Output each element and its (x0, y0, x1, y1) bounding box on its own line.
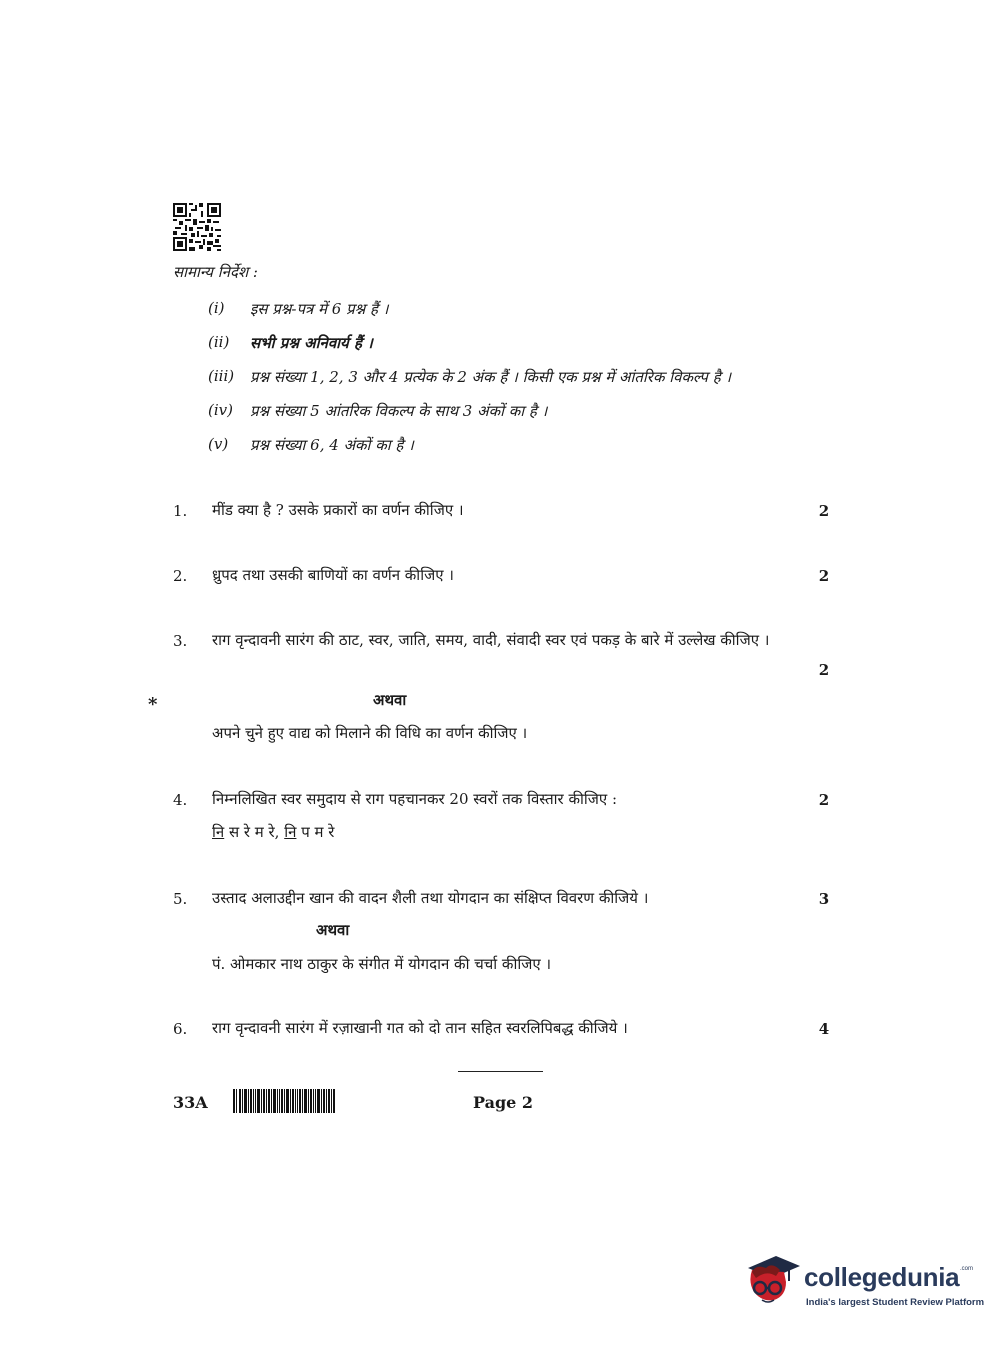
swara-notes: प म रे (296, 823, 335, 841)
instruction-item (208, 333, 373, 353)
question-marks: 2 (818, 791, 830, 809)
instruction-text: प्रश्न संख्या 5 आंतरिक विकल्प के साथ 3 अंकों का है । (250, 402, 548, 420)
swara-notes: स रे म रे, (224, 823, 285, 841)
instruction-text: प्रश्न संख्या 6, 4 अंकों का है । (250, 436, 414, 454)
question-marks: 2 (818, 661, 830, 679)
question-number: 1. (173, 502, 188, 520)
alternative-question-text: अपने चुने हुए वाद्य को मिलाने की विधि का वर्णन कीजिए । (212, 724, 528, 742)
instruction-item (208, 435, 414, 455)
question-number: 4. (173, 791, 188, 809)
alternative-question-text: पं. ओमकार नाथ ठाकुर के संगीत में योगदान की चर्चा कीजिए । (212, 955, 552, 973)
end-divider (458, 1071, 543, 1072)
question-number: 6. (173, 1020, 188, 1038)
question-text: मींड क्या है ? उसके प्रकारों का वर्णन कीजिए । (212, 501, 464, 519)
question-number: 3. (173, 632, 188, 650)
question-marks: 3 (818, 890, 830, 908)
barcode-icon (233, 1089, 335, 1113)
instruction-item (208, 401, 547, 421)
instruction-number: (i) (208, 299, 225, 317)
instruction-item (208, 367, 731, 387)
instruction-number: (ii) (208, 333, 230, 351)
star-mark: * (148, 694, 158, 715)
logo-tagline: India's largest Student Review Platform (806, 1297, 985, 1308)
question-text: निम्नलिखित स्वर समुदाय से राग पहचानकर 20 स्वरों तक विस्तार कीजिए : (212, 790, 618, 808)
collegedunia-logo-text: collegedunia (804, 1262, 960, 1292)
question-text: राग वृन्दावनी सारंग की ठाट, स्वर, जाति, समय, वादी, संवादी स्वर एवं पकड़ के बारे में उल्लेख कीजिए । (212, 631, 770, 649)
instruction-text: सभी प्रश्न अनिवार्य हैं । (250, 334, 373, 352)
question-marks: 4 (818, 1020, 830, 1038)
swara-komal-ni: नि (212, 823, 225, 841)
instruction-number: (iv) (208, 401, 233, 419)
instructions-heading: सामान्य निर्देश : (173, 263, 258, 281)
question-text: ध्रुपद तथा उसकी बाणियों का वर्णन कीजिए । (212, 566, 454, 584)
instruction-number: (iii) (208, 367, 235, 385)
or-label: अथवा (316, 921, 350, 939)
question-marks: 2 (818, 502, 830, 520)
logo-domain-suffix: .com (960, 1266, 974, 1272)
paper-code: 33A (173, 1093, 208, 1112)
instruction-item (208, 299, 388, 319)
page-number: Page 2 (473, 1093, 534, 1112)
collegedunia-logo-icon (742, 1248, 800, 1310)
question-text: राग वृन्दावनी सारंग में रज़ाखानी गत को दो तान सहित स्वरलिपिबद्ध कीजिये । (212, 1019, 628, 1037)
question-number: 5. (173, 890, 188, 908)
instruction-text: प्रश्न संख्या 1, 2, 3 और 4 प्रत्येक के 2 अंक हैं । किसी एक प्रश्न में आंतरिक विकल्प है । (250, 368, 732, 386)
instruction-number: (v) (208, 435, 229, 453)
instruction-text: इस प्रश्न-पत्र में 6 प्रश्न हैं । (250, 300, 389, 318)
swara-notation (212, 822, 334, 842)
or-label: अथवा (373, 691, 407, 709)
question-number: 2. (173, 567, 188, 585)
question-text: उस्ताद अलाउद्दीन खान की वादन शैली तथा योगदान का संक्षिप्त विवरण कीजिये । (212, 889, 649, 907)
question-marks: 2 (818, 567, 830, 585)
qr-code-icon (173, 203, 221, 251)
swara-komal-ni: नि (284, 823, 297, 841)
